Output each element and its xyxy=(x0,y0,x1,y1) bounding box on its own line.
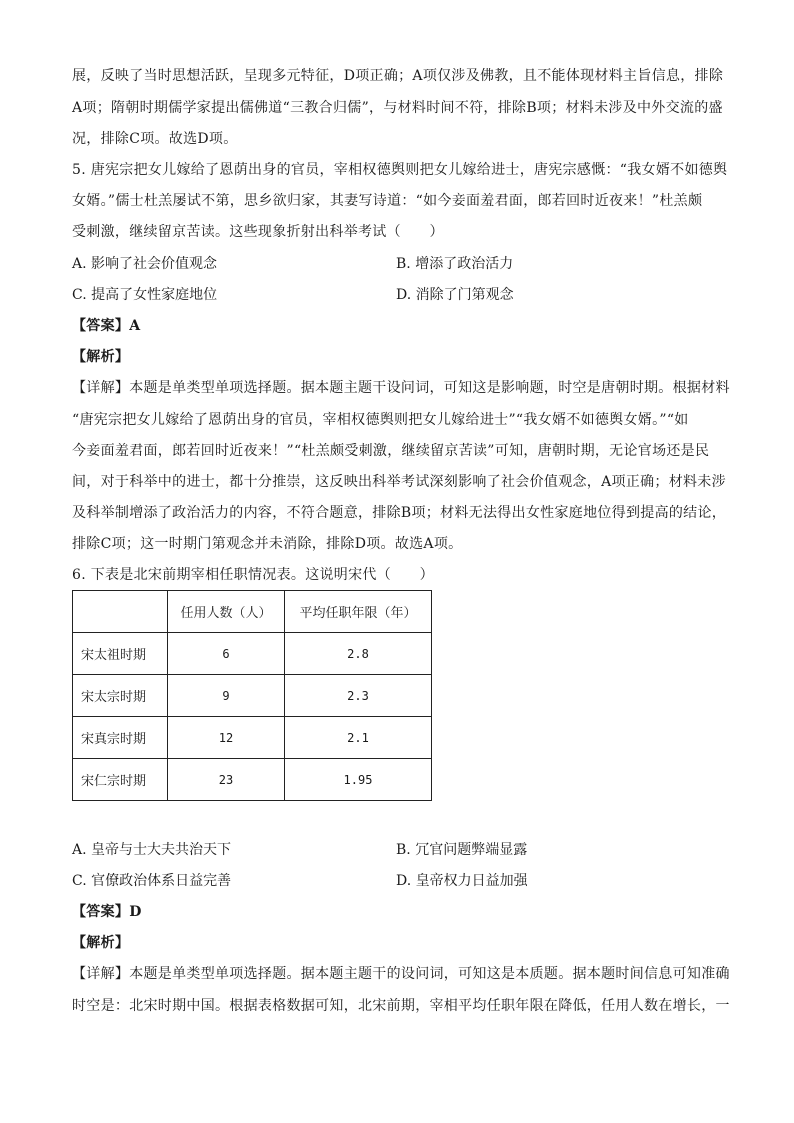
q6-option-b: B. 冗官问题弊端显露 xyxy=(396,842,528,858)
table-cell-period: 宋真宗时期 xyxy=(73,717,168,759)
q5-analysis-label: 【解析】 xyxy=(72,349,130,365)
table-row xyxy=(73,675,432,717)
table-header-cell: 任用人数（人） xyxy=(168,591,285,633)
q5-detail-line-2: “唐宪宗把女儿嫁给了恩荫出身的官员，宰相权德舆则把女儿嫁给进士”“我女婿不如德舆女婿。”“如 xyxy=(72,412,689,428)
q5-detail-line-6: 排除C项；这一时期门第观念并未消除，排除D项。故选A项。 xyxy=(72,536,463,552)
table-row xyxy=(73,717,432,759)
q5-detail-line-1: 【详解】本题是单类型单项选择题。据本题主题干设问词，可知这是影响题，时空是唐朝时期。根据材料 xyxy=(72,380,730,396)
q5-option-c: C. 提高了女性家庭地位 xyxy=(72,287,218,303)
q6-option-d: D. 皇帝权力日益加强 xyxy=(396,873,528,889)
q5-option-d: D. 消除了门第观念 xyxy=(396,287,514,303)
table-cell-period: 宋太宗时期 xyxy=(73,675,168,717)
table-header-row xyxy=(73,591,432,633)
table-cell-years: 1.95 xyxy=(285,759,432,801)
table-cell-period: 宋太祖时期 xyxy=(73,633,168,675)
intro-line-2: A项；隋朝时期儒学家提出儒佛道“三教合归儒”，与材料时间不符，排除B项；材料未涉及中外交流的盛 xyxy=(72,100,723,116)
q6-detail-line-1: 【详解】本题是单类型单项选择题。据本题主题干的设问词，可知这是本质题。据本题时间信息可知准确 xyxy=(72,966,730,982)
table-cell-period: 宋仁宗时期 xyxy=(73,759,168,801)
q6-option-c: C. 官僚政治体系日益完善 xyxy=(72,873,232,889)
table-cell-count: 12 xyxy=(168,717,285,759)
q6-option-a: A. 皇帝与士大夫共治天下 xyxy=(72,842,232,858)
q6-analysis-label: 【解析】 xyxy=(72,935,130,951)
table-cell-years: 2.1 xyxy=(285,717,432,759)
q5-answer: 【答案】A xyxy=(72,318,141,334)
q5-stem-line-2: 女婿。”儒士杜羔屡试不第，思乡欲归家，其妻写诗道：“如今妾面羞君面，郎若回时近夜来！”杜羔颇 xyxy=(72,193,703,209)
q6-detail-line-2: 时空是：北宋时期中国。根据表格数据可知，北宋前期，宰相平均任职年限在降低，任用人数在增长，一 xyxy=(72,998,730,1014)
intro-line-1: 展，反映了当时思想活跃，呈现多元特征，D项正确；A项仅涉及佛教，且不能体现材料主旨信息，排除 xyxy=(72,68,724,84)
table-header-cell: 平均任职年限（年） xyxy=(285,591,432,633)
q5-stem-line-3: 受刺激，继续留京苦读。这些现象折射出科举考试（ ） xyxy=(72,224,444,240)
table-header-cell xyxy=(73,591,168,633)
q6-answer: 【答案】D xyxy=(72,904,142,920)
table-row xyxy=(73,633,432,675)
table-cell-count: 23 xyxy=(168,759,285,801)
q5-stem-line-1: 5. 唐宪宗把女儿嫁给了恩荫出身的官员，宰相权德舆则把女儿嫁给进士，唐宪宗感慨：“我女婿不如德舆 xyxy=(72,162,728,178)
q5-detail-line-5: 及科举制增添了政治活力的内容，不符合题意，排除B项；材料无法得出女性家庭地位得到提高的结论， xyxy=(72,505,727,521)
table-cell-years: 2.8 xyxy=(285,633,432,675)
table-cell-count: 6 xyxy=(168,633,285,675)
q5-option-b: B. 增添了政治活力 xyxy=(396,256,514,272)
q5-detail-line-3: 今妾面羞君面，郎若回时近夜来！”“杜羔颇受刺激，继续留京苦读”可知，唐朝时期，无论官场还是民 xyxy=(72,443,710,459)
q6-stem: 6. 下表是北宋前期宰相任职情况表。这说明宋代（ ） xyxy=(72,567,434,583)
intro-line-3: 况，排除C项。故选D项。 xyxy=(72,131,238,147)
q5-detail-line-4: 间，对于科举中的进士，都十分推崇，这反映出科举考试深刻影响了社会价值观念，A项正确；材料未涉 xyxy=(72,474,726,490)
prime-minister-table xyxy=(72,590,432,801)
q5-option-a: A. 影响了社会价值观念 xyxy=(72,256,218,272)
table-cell-years: 2.3 xyxy=(285,675,432,717)
table-row xyxy=(73,759,432,801)
table-cell-count: 9 xyxy=(168,675,285,717)
